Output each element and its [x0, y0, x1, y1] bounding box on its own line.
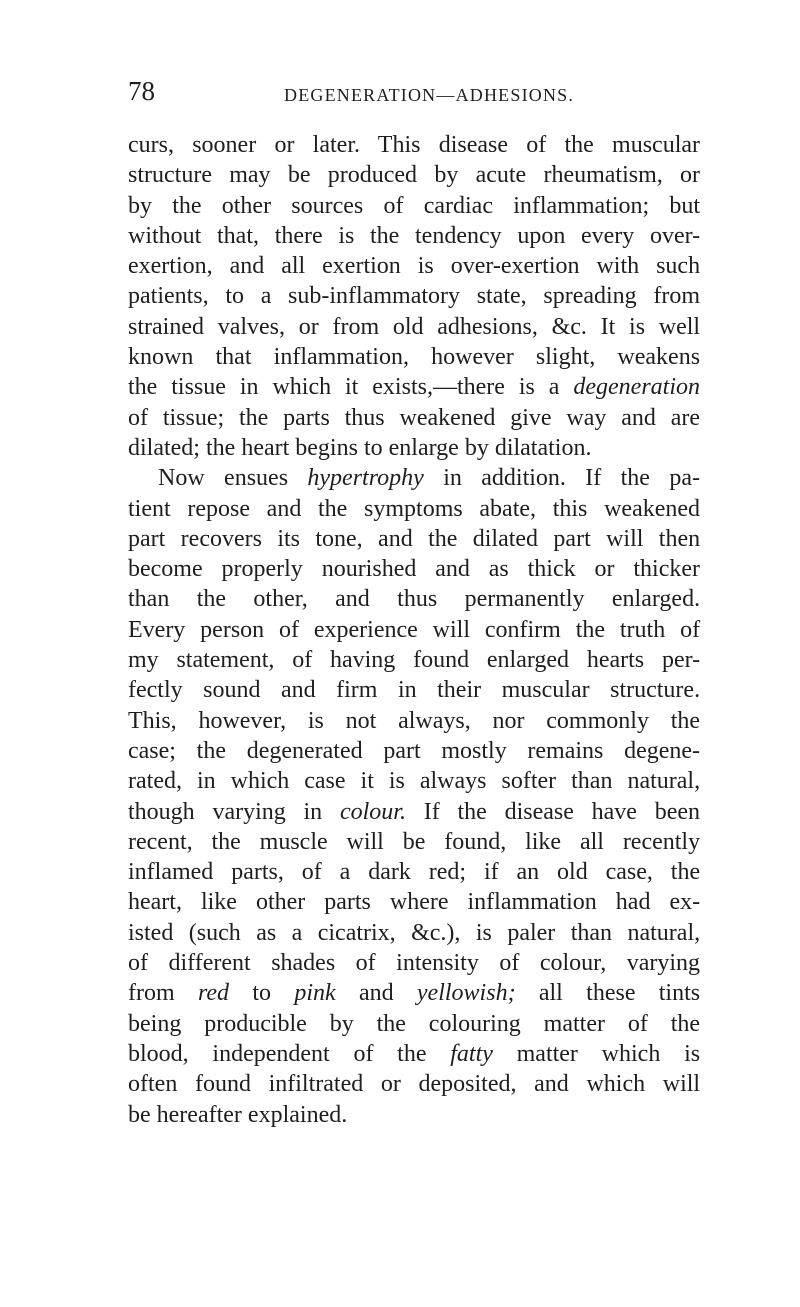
text-line: tient repose and the symptoms abate, this weakened	[128, 495, 701, 522]
emphasized-word: degeneration	[573, 374, 700, 401]
running-title: DEGENERATION—ADHESIONS.	[284, 85, 575, 105]
text-line: Every person of experience will confirm the truth of	[128, 616, 701, 643]
text-line: from red to pink and yellowish; all these tints	[128, 980, 701, 1007]
text-line: without that, there is the tendency upon every over-	[128, 222, 701, 249]
text-line: case; the degenerated part mostly remains degene-	[128, 737, 701, 764]
emphasized-word: yellowish;	[416, 980, 516, 1007]
text-line: rated, in which case it is always softer than natural,	[128, 768, 701, 795]
emphasized-word: red	[197, 980, 230, 1007]
text-line: inflamed parts, of a dark red; if an old case, the	[128, 859, 701, 886]
text-line: often found infiltrated or deposited, and which will	[128, 1071, 701, 1098]
text-line: part recovers its tone, and the dilated part will then	[128, 525, 701, 552]
running-head	[128, 76, 700, 116]
emphasized-word: pink	[294, 980, 336, 1007]
text-line: though varying in colour. If the disease have been	[128, 798, 701, 825]
text-line: dilated; the heart begins to enlarge by dilatation.	[128, 434, 592, 461]
text-line: isted (such as a cicatrix, &c.), is paler than natural,	[128, 919, 701, 946]
text-line: blood, independent of the fatty matter which is	[128, 1040, 701, 1067]
emphasized-word: colour.	[339, 798, 406, 825]
text-line: heart, like other parts where inflammation had ex-	[128, 889, 701, 916]
body-text	[128, 130, 700, 1130]
text-line: structure may be produced by acute rheumatism, or	[128, 162, 701, 189]
text-line: my statement, of having found enlarged hearts per-	[128, 647, 701, 674]
text-line: by the other sources of cardiac inflammation; but	[128, 192, 701, 219]
emphasized-word: fatty	[450, 1040, 493, 1067]
text-line: being producible by the colouring matter of the	[128, 1010, 701, 1037]
text-line: the tissue in which it exists,—there is a degeneration	[128, 374, 700, 401]
text-line: fectly sound and firm in their muscular structure.	[128, 677, 701, 704]
text-line: become properly nourished and as thick or thicker	[128, 556, 701, 583]
text-line: exertion, and all exertion is over-exertion with such	[128, 253, 701, 280]
text-line: patients, to a sub-inflammatory state, spreading from	[128, 283, 701, 310]
text-line: than the other, and thus permanently enlarged.	[128, 586, 701, 613]
text-line: strained valves, or from old adhesions, &c. It is well	[128, 313, 701, 340]
text-line: of different shades of intensity of colour, varying	[128, 950, 701, 977]
page-number: 78	[128, 76, 155, 106]
text-line: curs, sooner or later. This disease of the muscular	[128, 132, 701, 158]
text-line: be hereafter explained.	[128, 1101, 348, 1128]
text-line: recent, the muscle will be found, like all recently	[128, 828, 701, 855]
text-line: Now ensues hypertrophy in addition. If the pa-	[158, 465, 700, 492]
text-line: This, however, is not always, nor commonly the	[128, 707, 701, 734]
text-line: of tissue; the parts thus weakened give way and are	[128, 404, 701, 431]
emphasized-word: hypertrophy	[307, 465, 424, 492]
text-line: known that inflammation, however slight, weakens	[128, 344, 701, 371]
